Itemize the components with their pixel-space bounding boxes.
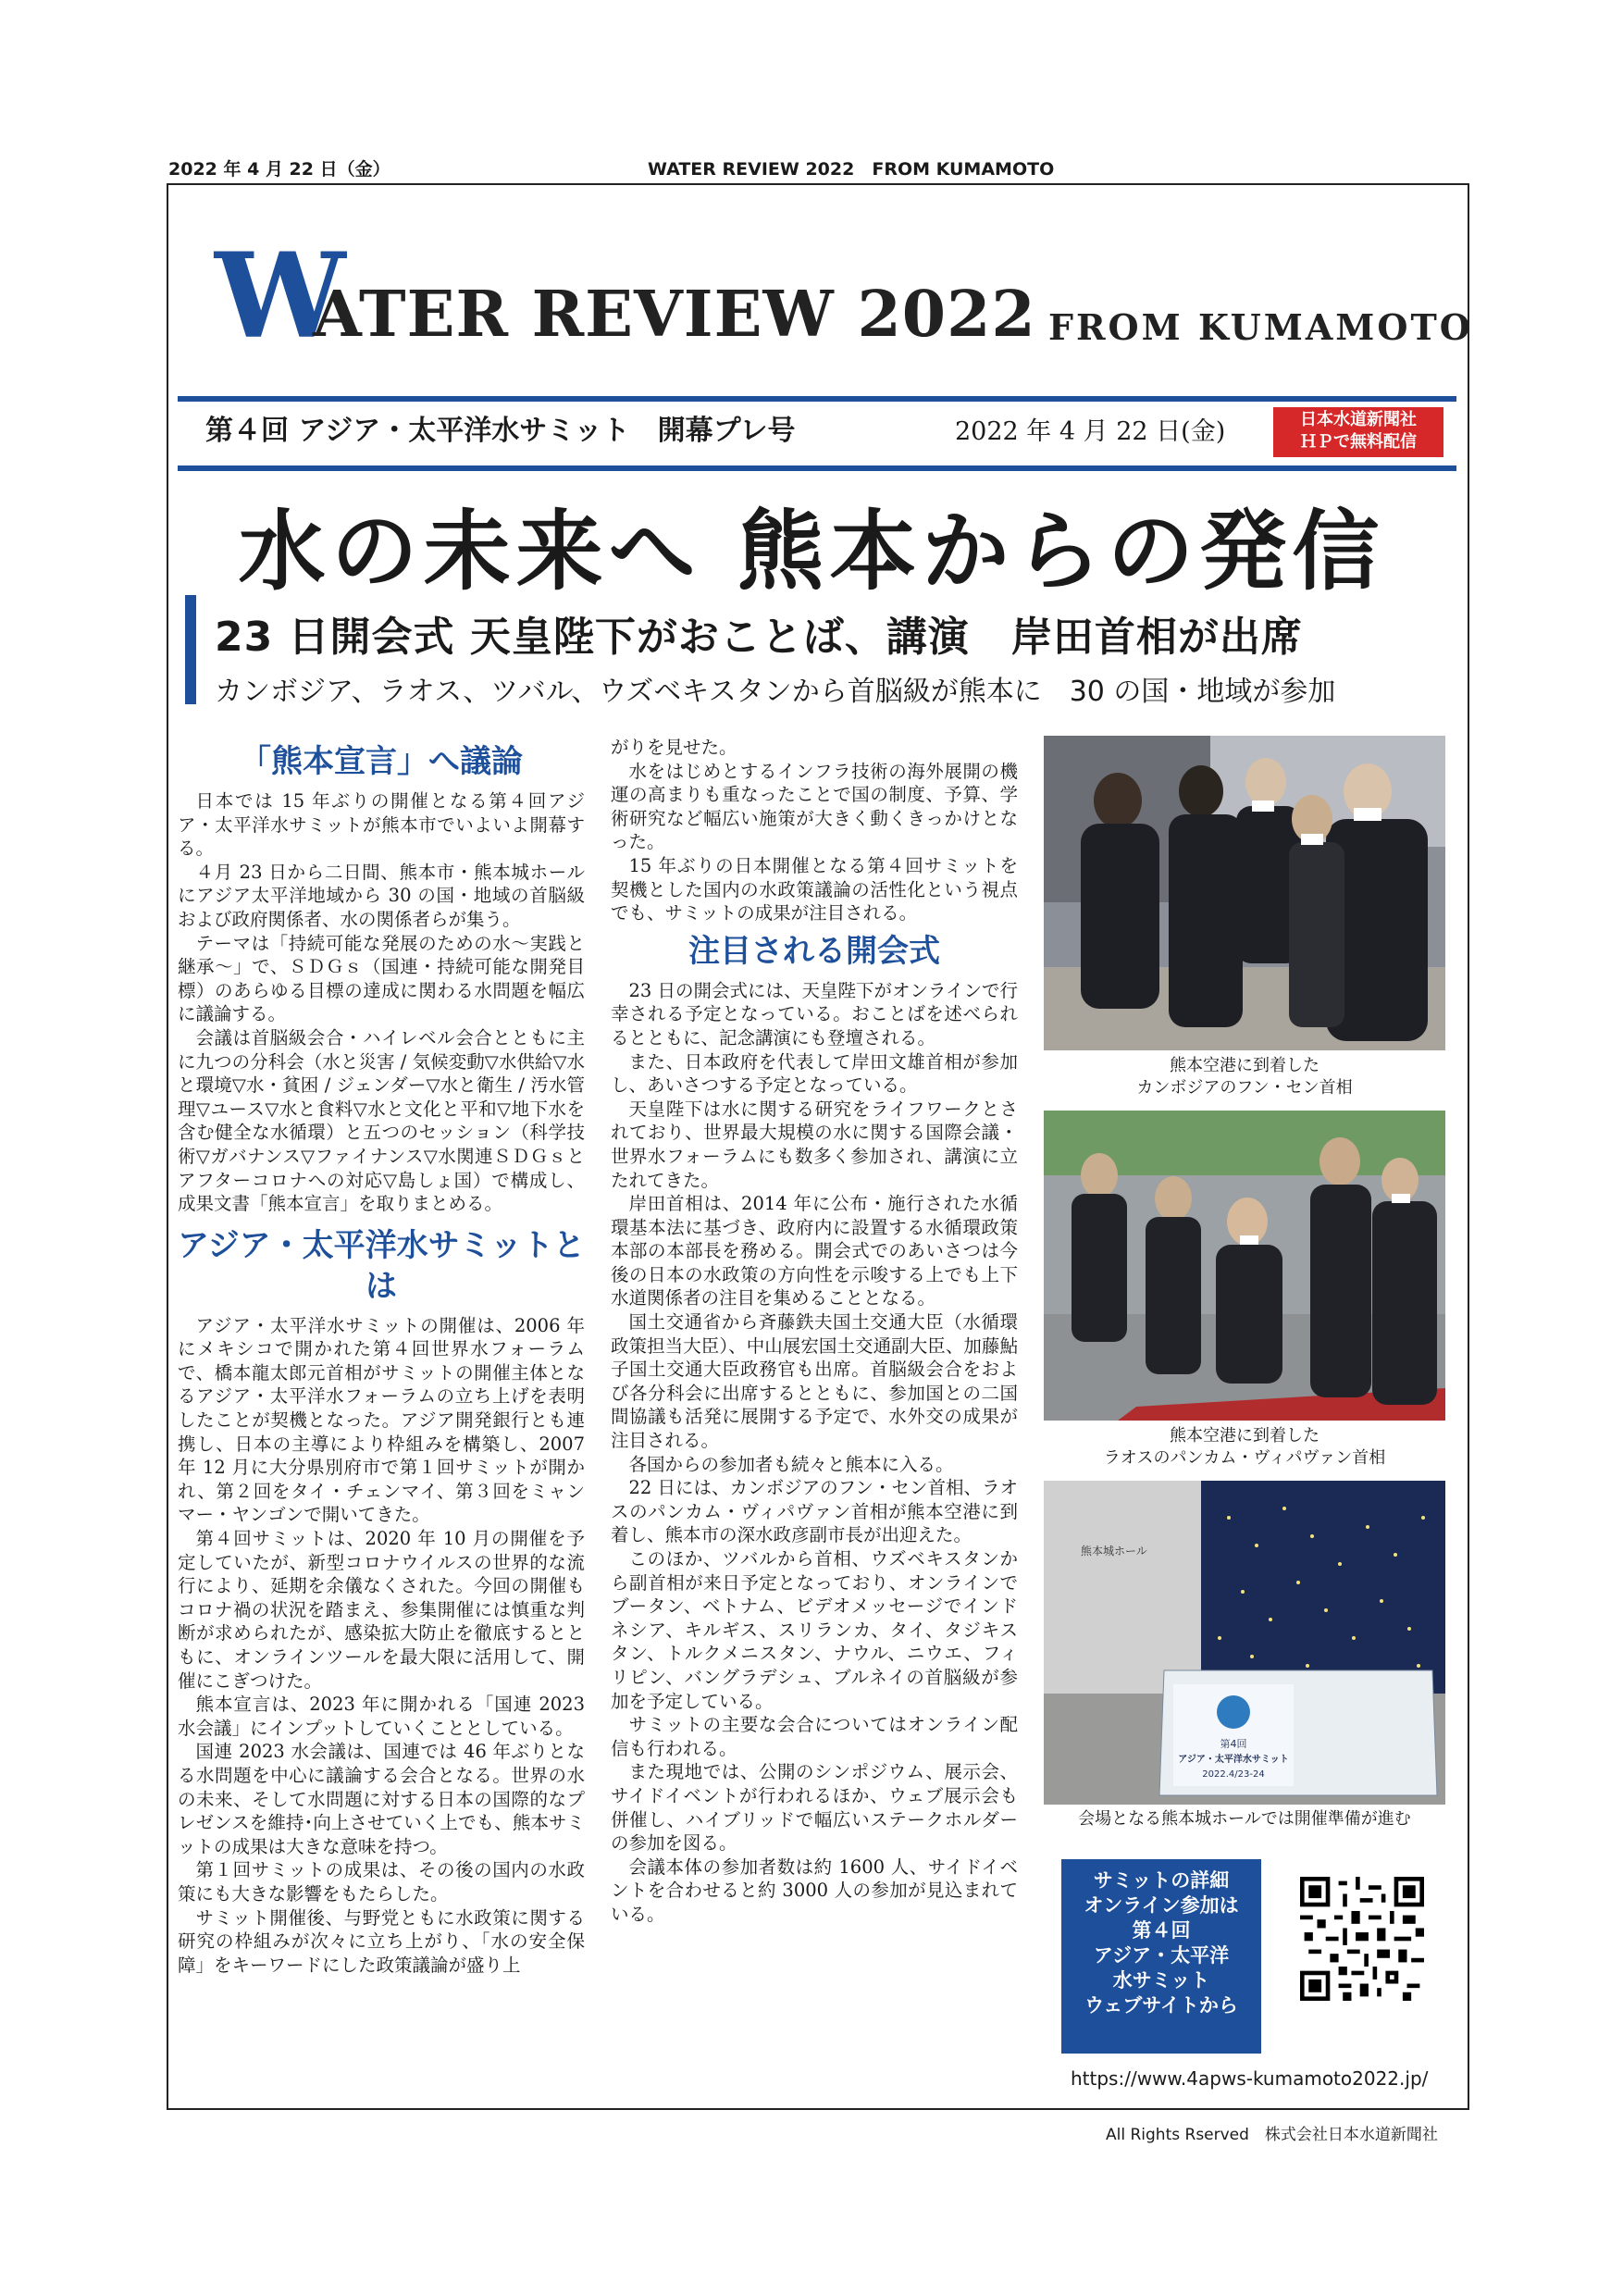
section-heading-kumamoto-declaration: 「熊本宣言」へ議論: [240, 743, 523, 780]
caption-photo-1: [1044, 1055, 1445, 1099]
paragraph: また、日本政府を代表して岸田文雄首相が参加し、あいさつする予定となっている。: [611, 1050, 1018, 1097]
header-date: 2022 年 4 月 22 日（金）: [168, 159, 390, 180]
paragraph: 会議は首脳級会合・ハイレベル会合とともに主に九つの分科会（水と災害 / 気候変動▽水供給▽水と環境▽水・貧困 / ジェンダー▽水と衛生 / 汚水管理▽ユース▽水と食料▽水と文化と平和▽地下水を含む健全な水循環）と五つのセッション（科学技術▽ガバナンス▽ファイナンス▽水関連ＳＤＧｓとアフターコロナへの対応▽島しょ国）で構成し、成果文書「熊本宣言」を取りまとめる。: [178, 1026, 585, 1215]
badge-line-1: 日本水道新聞社: [1300, 410, 1417, 429]
promo-line: オンライン参加は: [1084, 1894, 1239, 1917]
caption-line: ラオスのパンカム・ヴィパヴァン首相: [1103, 1448, 1386, 1468]
summit-url-link[interactable]: https://www.4apws-kumamoto2022.jp/: [1071, 2067, 1429, 2090]
promo-line: アジア・太平洋: [1093, 1944, 1230, 1967]
divider-top: [178, 396, 1456, 402]
caption-line: 熊本空港に到着した: [1170, 1426, 1319, 1446]
caption-photo-3: [1044, 1808, 1445, 1831]
masthead-title: ATER REVIEW 2022: [313, 278, 1036, 352]
header-title: WATER REVIEW 2022 FROM KUMAMOTO: [648, 159, 1055, 180]
caption-line: 会場となる熊本城ホールでは開催準備が進む: [1078, 1809, 1411, 1829]
divider-bottom: [178, 465, 1456, 471]
promo-line: 第４回: [1132, 1919, 1191, 1942]
paragraph: 天皇陛下は水に関する研究をライフワークとされており、世界最大規模の水に関する国際会議・世界水フォーラムにも数多く参加され、講演に立たれてきた。: [611, 1098, 1018, 1191]
dek-line-1: 23 日開会式 天皇陛下がおことば、講演 岸田首相が出席: [215, 614, 1303, 661]
paragraph: 第１回サミットの成果は、その後の国内の水政策にも大きな影響をもたらした。: [178, 1859, 585, 1905]
summit-website-promo[interactable]: [1061, 1859, 1261, 2054]
caption-photo-2: [1044, 1425, 1445, 1470]
main-headline: 水の未来へ 熊本からの発信: [238, 501, 1385, 602]
sign-main: アジア・太平洋水サミット: [1178, 1755, 1289, 1765]
section-heading-opening-ceremony: 注目される開会式: [688, 932, 940, 970]
caption-line: カンボジアのフン・セン首相: [1136, 1078, 1353, 1098]
issue-date: 2022 年 4 月 22 日(金): [955, 417, 1226, 446]
paragraph: 熊本宣言は、2023 年に開かれる「国連 2023 水会議」にインプットしていくこととしている。: [178, 1694, 585, 1739]
masthead: [211, 227, 1473, 375]
promo-line: ウェブサイトから: [1084, 1994, 1238, 2017]
paragraph: 水をはじめとするインフラ技術の海外展開の機運の高まりも重なったことで国の制度、予算、学術研究など幅広い施策が大きく動くきっかけとなった。: [611, 760, 1018, 853]
promo-line: サミットの詳細: [1093, 1869, 1230, 1892]
article-column-2: [611, 736, 1018, 1927]
paragraph: 各国からの参加者も続々と熊本に入る。: [628, 1453, 954, 1475]
paragraph: ４月 23 日から二日間、熊本市・熊本城ホールにアジア太平洋地域から 30 の国・地域の首脳級および政府関係者、水の関係者らが集う。: [178, 861, 585, 930]
caption-line: 熊本空港に到着した: [1170, 1056, 1319, 1075]
paragraph: 会議本体の参加者数は約 1600 人、サイドイベントを合わせると約 3000 人の参加が見込まれている。: [611, 1855, 1018, 1925]
free-distribution-badge: [1273, 407, 1443, 457]
photo-kumamoto-castle-hall: [1044, 1481, 1445, 1805]
running-header: [167, 155, 1471, 183]
masthead-from: FROM KUMAMOTO: [1048, 306, 1473, 348]
paragraph: 22 日には、カンボジアのフン・セン首相、ラオスのパンカム・ヴィパヴァン首相が熊本空港に到着し、熊本市の深水政彦副市長が出迎えた。: [611, 1477, 1018, 1546]
masthead-initial: W: [215, 228, 346, 365]
issue-title: 第４回 アジア・太平洋水サミット 開幕プレ号: [205, 415, 796, 447]
copyright-footer: All Rights Rserved 株式会社日本水道新聞社: [1106, 2126, 1438, 2144]
paragraph: 国連 2023 水会議は、国連では 46 年ぶりとなる水問題を中心に議論する会合となる。世界の水の未来、そして水問題に対する日本の国際的なプレゼンスを維持･向上させていく上でも、熊本サミットの成果は大きな意味を持つ。: [178, 1741, 585, 1857]
wall-sign-text: 熊本城ホール: [1081, 1545, 1147, 1558]
paragraph: 23 日の開会式には、天皇陛下がオンラインで行幸される予定となっている。おことばを述べられるとともに、記念講演にも登壇される。: [611, 979, 1018, 1049]
paragraph: アジア・太平洋水サミットの開催は、2006 年にメキシコで開かれた第４回世界水フォーラムで、橋本龍太郎元首相がサミットの開催主体となるアジア・太平洋水フォーラムの立ち上げを表明したことが契機となった。アジア開発銀行とも連携し、日本の主導により枠組みを構築し、2007 年 12 月に大分県別府市で第１回サミットが開かれ、第２回をタイ・チェンマイ、第３回をミャンマー・ヤンゴンで開いてきた。: [178, 1314, 585, 1526]
dek-line-2: カンボジア、ラオス、ツバル、ウズベキスタンから首脳級が熊本に 30 の国・地域が参加: [215, 676, 1336, 708]
sign-title: 第4回: [1220, 1738, 1247, 1750]
badge-line-2: ＨＰで無料配信: [1300, 432, 1417, 452]
paragraph: テーマは「持続可能な発展のための水～実践と継承～」で、ＳＤＧｓ（国連・持続可能な開発目標）のあらゆる目標の達成に関わる水問題を幅広に議論する。: [178, 932, 585, 1025]
paragraph: このほか、ツバルから首相、ウズベキスタンから副首相が来日予定となっており、オンラインでブータン、ベトナム、ビデオメッセージでインドネシア、キルギス、スリランカ、タイ、タジキスタン、トルクメニスタン、ナウル、ニウエ、フィリピン、バングラデシュ、ブルネイの首脳級が参加を予定している。: [611, 1548, 1018, 1712]
paragraph: サミット開催後、与野党ともに水政策に関する研究の枠組みが次々に立ち上がり、「水の安全保障」をキーワードにした政策議論が盛り上: [178, 1906, 585, 1976]
paragraph: サミットの主要な会合についてはオンライン配信も行われる。: [611, 1714, 1018, 1759]
paragraph: がりを見せた。: [611, 737, 737, 758]
paragraph: 日本では 15 年ぶりの開催となる第４回アジア・太平洋水サミットが熊本市でいよいよ開幕する。: [178, 790, 585, 860]
paragraph: また現地では、公開のシンポジウム、展示会、サイドイベントが行われるほか、ウェブ展示会も併催し、ハイブリッドで幅広いステークホルダーの参加を図る。: [611, 1761, 1018, 1855]
section-heading-about-summit: アジア・太平洋水サミットとは: [178, 1226, 585, 1305]
paragraph: 15 年ぶりの日本開催となる第４回サミットを契機とした国内の水政策議論の活性化という視点でも、サミットの成果が注目される。: [611, 854, 1018, 925]
paragraph: 第４回サミットは、2020 年 10 月の開催を予定していたが、新型コロナウイルスの世界的な流行により、延期を余儀なくされた。今回の開催もコロナ禍の状況を踏まえ、参集開催には慎重な判断が求められたが、感染拡大防止を徹底するとともに、オンラインツールを最大限に活用して、開催にこぎつけた。: [178, 1528, 585, 1692]
paragraph: 岸田首相は、2014 年に公布・施行された水循環基本法に基づき、政府内に設置する水循環政策本部の本部長を務める。開会式でのあいさつは今後の日本の水政策の方向性を示唆する上でも上下水道関係者の注目を集めることとなる。: [611, 1193, 1018, 1309]
qr-code-icon[interactable]: [1300, 1877, 1424, 2001]
dek-accent-bar: [185, 595, 196, 704]
paragraph: 国土交通省から斉藤鉄夫国土交通大臣（水循環政策担当大臣）、中山展宏国土交通副大臣、加藤鮎子国土交通大臣政務官も出席。首脳級会合をおよび各分科会に出席するとともに、参加国との二国間協議も活発に展開する予定で、水外交の成果が注目される。: [611, 1311, 1018, 1452]
article-column-1: [178, 736, 585, 1977]
photo-cambodia-pm-arrival: [1044, 736, 1445, 1050]
promo-line: 水サミット: [1112, 1969, 1210, 1992]
photo-laos-pm-arrival: [1044, 1111, 1445, 1421]
sign-date: 2022.4/23-24: [1202, 1769, 1265, 1780]
